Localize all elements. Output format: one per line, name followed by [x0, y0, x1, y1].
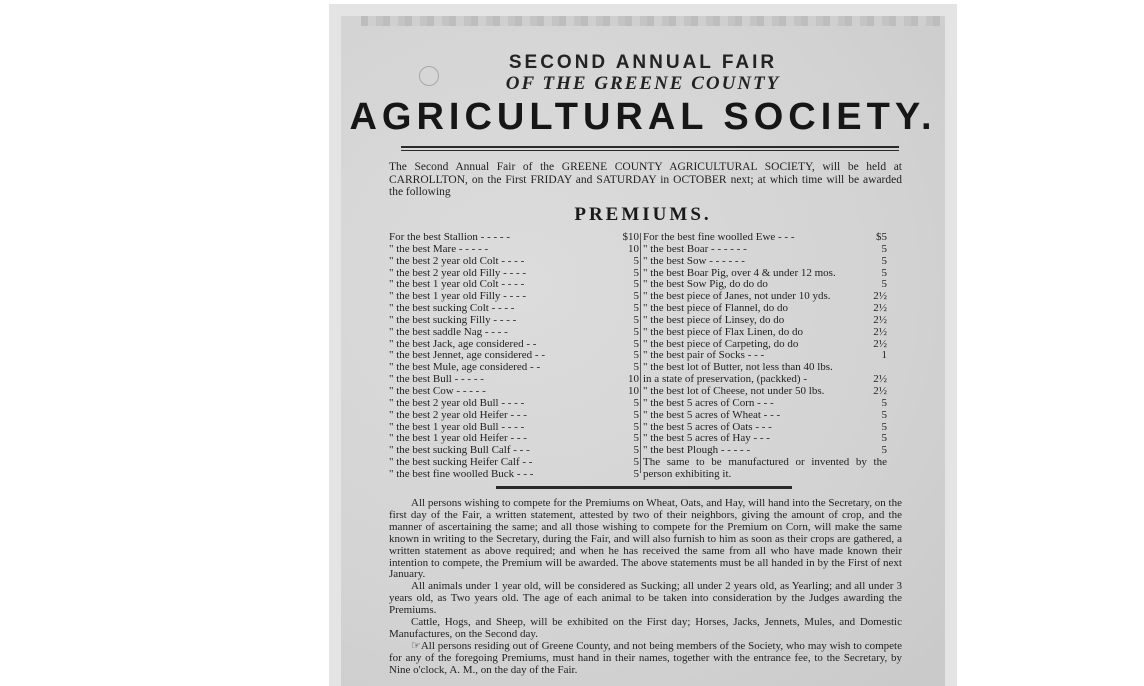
premium-label: " the best 2 year old Colt - - - -	[389, 255, 525, 267]
premium-amount: 5	[881, 278, 887, 291]
poster-title-line1: SECOND ANNUAL FAIR	[508, 52, 778, 73]
premium-amount: 5	[881, 432, 887, 445]
premiums-left-column	[389, 232, 639, 481]
premium-amount: 5	[633, 467, 639, 480]
premium-row	[389, 410, 639, 422]
premium-row	[389, 469, 639, 481]
premium-amount: 5	[881, 420, 887, 433]
premium-row	[389, 244, 639, 256]
premium-amount: 5	[881, 396, 887, 409]
premium-amount: 5	[881, 444, 887, 457]
paragraph-exhibition-days: Cattle, Hogs, and Sheep, will be exhibited on the First day; Horses, Jacks, Jennets, Mules, and Domestic Manufactures, on the Second day.	[389, 616, 902, 640]
column-divider	[640, 233, 641, 473]
premium-row	[389, 268, 639, 280]
paragraph-animal-ages: All animals under 1 year old, will be considered as Sucking; all under 2 years old, as Yearling; and all under 3 years old, as Two years old. The age of each animal to be taken into consideration by the Judges awarding the Premiums.	[389, 580, 902, 617]
premium-label: " the best lot of Butter, not less than 40 lbs.	[643, 362, 833, 374]
premiums-heading: PREMIUMS.	[574, 204, 712, 225]
premium-row	[389, 232, 639, 244]
premium-row	[389, 327, 639, 339]
premium-amount: 2½	[873, 373, 887, 386]
premium-row	[643, 279, 887, 291]
premium-amount: 5	[633, 313, 639, 326]
premium-row	[643, 410, 887, 422]
premium-label: " the best 2 year old Bull - - - -	[389, 397, 525, 409]
premium-row	[643, 268, 887, 280]
premium-amount: 5	[633, 337, 639, 350]
premium-label: " the best 2 year old Filly - - - -	[389, 267, 527, 279]
premium-row	[643, 386, 887, 398]
premium-label: " the best 5 acres of Wheat - - -	[643, 409, 781, 421]
premium-label: " the best Mule, age considered - -	[389, 362, 541, 374]
conditions-text	[389, 498, 902, 677]
premium-label: " the best piece of Flannel, do do	[643, 303, 789, 315]
premium-amount: 10	[628, 242, 639, 255]
paragraph-out-of-county: ☞All persons residing out of Greene County, and not being members of the Society, who may wish to compete for any of the foregoing Premiums, must hand in their names, together with the entrance fee, to the Secretary, by Nine o'clock, A. M., on the day of the Fair.	[389, 639, 902, 676]
premium-row	[643, 256, 887, 268]
premium-row	[643, 350, 887, 362]
premium-row	[389, 422, 639, 434]
premium-row	[643, 433, 887, 445]
premium-amount: 5	[633, 361, 639, 374]
premium-row	[643, 244, 887, 256]
premium-row	[389, 457, 639, 469]
premium-row	[643, 362, 887, 374]
premium-label: in a state of preservation, (packked) -	[643, 374, 808, 386]
premiums-right-column	[643, 232, 887, 481]
premium-label: " the best sucking Heifer Calf - -	[389, 457, 533, 469]
premium-label: " the best 5 acres of Hay - - -	[643, 433, 770, 445]
premium-label: For the best fine woolled Ewe - - -	[643, 232, 795, 243]
title-rule-thin	[401, 150, 899, 151]
poster-title-line2: OF THE GREENE COUNTY	[505, 73, 781, 94]
plough-note: The same to be manufactured or invented by the person exhibiting it.	[643, 456, 887, 480]
premium-row	[643, 422, 887, 434]
premium-row	[643, 303, 887, 315]
premium-amount: 2½	[873, 290, 887, 303]
premium-row	[389, 445, 639, 457]
premium-label: " the best fine woolled Buck - - -	[389, 468, 534, 480]
premium-row	[643, 315, 887, 327]
premium-amount: 5	[633, 420, 639, 433]
premium-row	[389, 386, 639, 398]
premium-label: " the best 2 year old Heifer - - -	[389, 409, 527, 421]
premium-row	[643, 398, 887, 410]
premium-label: For the best Stallion - - - - -	[389, 232, 510, 243]
premium-row	[643, 291, 887, 303]
premium-amount: 5	[633, 266, 639, 279]
premium-label: " the best piece of Linsey, do do	[643, 314, 785, 326]
premium-label: " the best Sow - - - - - -	[643, 255, 745, 267]
premium-row	[643, 374, 887, 386]
premium-row	[643, 327, 887, 339]
premium-row	[389, 398, 639, 410]
premium-amount: 2½	[873, 302, 887, 315]
premium-amount: 2½	[873, 337, 887, 350]
premium-amount: 5	[633, 278, 639, 291]
premium-label: " the best pair of Socks - - -	[643, 350, 765, 362]
premium-label: " the best lot of Cheese, not under 50 lbs.	[643, 385, 825, 397]
premium-row	[389, 433, 639, 445]
premium-row	[389, 291, 639, 303]
premium-amount: 5	[881, 254, 887, 267]
premium-label: " the best Boar - - - - - -	[643, 243, 747, 255]
premium-label: " the best Boar Pig, over 4 & under 12 mos.	[643, 267, 836, 279]
premium-row	[389, 303, 639, 315]
torn-top-edge	[361, 16, 945, 26]
premium-label: " the best 1 year old Heifer - - -	[389, 433, 527, 445]
premium-amount: 10	[628, 384, 639, 397]
premium-row	[389, 256, 639, 268]
premium-label: " the best Bull - - - - -	[389, 374, 484, 386]
premium-label: " the best piece of Carpeting, do do	[643, 338, 799, 350]
premium-label: " the best sucking Bull Calf - - -	[389, 445, 530, 457]
premium-row	[389, 350, 639, 362]
premium-label: " the best Plough - - - - -	[643, 445, 751, 457]
premium-amount: 5	[633, 444, 639, 457]
scanned-document	[329, 4, 957, 686]
premium-amount: 2½	[873, 325, 887, 338]
premium-row	[389, 279, 639, 291]
premium-label: " the best sucking Colt - - - -	[389, 303, 515, 315]
premium-label: " the best 1 year old Filly - - - -	[389, 291, 527, 303]
premium-amount: 5	[881, 242, 887, 255]
premium-amount: 5	[633, 396, 639, 409]
premium-row	[389, 315, 639, 327]
premium-amount: 5	[633, 456, 639, 469]
premium-amount: 2½	[873, 313, 887, 326]
premium-label: " the best piece of Janes, not under 10 yds.	[643, 291, 831, 303]
premium-amount: 5	[633, 432, 639, 445]
poster-paper	[341, 16, 945, 686]
premium-amount: 1	[881, 349, 887, 362]
premium-label: " the best piece of Flax Linen, do do	[643, 326, 803, 338]
premium-label: " the best saddle Nag - - - -	[389, 326, 508, 338]
premium-label: " the best Jack, age considered - -	[389, 338, 537, 350]
premium-amount: $5	[876, 231, 887, 243]
premium-label: " the best Mare - - - - -	[389, 243, 489, 255]
premium-amount: 5	[633, 325, 639, 338]
premium-row	[389, 362, 639, 374]
premium-label: " the best sucking Filly - - - -	[389, 314, 517, 326]
premium-amount: 5	[633, 408, 639, 421]
premium-row	[389, 374, 639, 386]
premium-label: " the best Jennet, age considered - -	[389, 350, 545, 362]
title-rule	[401, 146, 899, 148]
section-rule	[496, 486, 792, 489]
premium-label: " the best 1 year old Bull - - - -	[389, 421, 525, 433]
premium-row	[643, 339, 887, 351]
premium-amount: 2½	[873, 384, 887, 397]
poster-title-line3: AGRICULTURAL SOCIETY.	[349, 96, 937, 138]
premium-amount: 5	[881, 408, 887, 421]
premium-label: " the best Cow - - - - -	[389, 385, 486, 397]
premium-amount: 10	[628, 373, 639, 386]
premium-amount: 5	[633, 254, 639, 267]
intro-paragraph: The Second Annual Fair of the GREENE COUNTY AGRICULTURAL SOCIETY, will be held at CARROLLTON, on the First FRIDAY and SATURDAY in OCTOBER next; at which time will be awarded the following	[389, 161, 902, 198]
premium-label: " the best 5 acres of Oats - - -	[643, 421, 772, 433]
premium-amount: 5	[633, 349, 639, 362]
premium-row	[643, 232, 887, 244]
premium-amount: 5	[881, 266, 887, 279]
premium-label: " the best 5 acres of Corn - - -	[643, 397, 774, 409]
premium-label: " the best 1 year old Colt - - - -	[389, 279, 525, 291]
premium-row	[389, 339, 639, 351]
premium-amount: 5	[633, 290, 639, 303]
premium-label: " the best Sow Pig, do do do	[643, 279, 768, 291]
premium-amount: 5	[633, 302, 639, 315]
premium-amount: $10	[622, 231, 639, 243]
paragraph-crop-statements: All persons wishing to compete for the Premiums on Wheat, Oats, and Hay, will hand into the Secretary, on the first day of the Fair, a written statement, attested by two of their neighbors, giving the amount of crop, and the manner of ascertaining the same; and all those wishing to compete for the Premium on Corn, will make the same known in writing to the Secretary, during the Fair, and will also furnish to him as soon as their crops are gathered, a written statement as above required; and when he has received the same from all who have made known their intention to compete, the Premium will be awarded. The above statements must be all handed in by the First of next January.	[389, 497, 902, 581]
